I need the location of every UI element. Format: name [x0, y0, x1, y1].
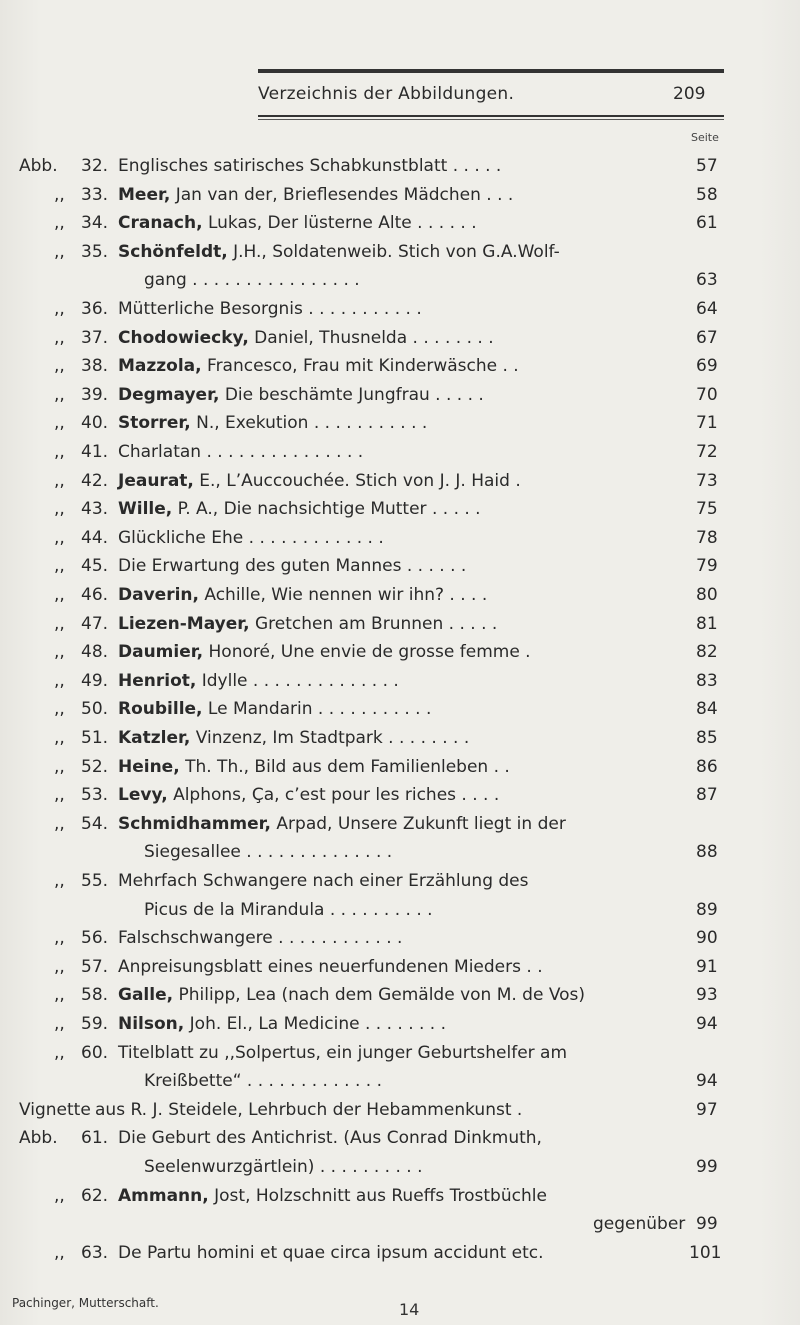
ditto-mark: ,, [54, 785, 65, 805]
entry-text [118, 638, 531, 666]
figure-number: 44. [81, 528, 109, 548]
entry-text [118, 1010, 446, 1038]
page-reference: 58 [696, 185, 718, 205]
figure-number: 55. [81, 871, 109, 891]
entry-text [118, 181, 513, 209]
artist-name: Liezen-Mayer, [118, 614, 250, 634]
entry-title: E., L’Auccouchée. Stich von J. J. Haid . [193, 471, 521, 491]
entry-text [118, 810, 566, 838]
figure-number: 49. [81, 671, 109, 691]
entry-text [118, 352, 519, 380]
list-item [0, 667, 800, 695]
page-number: 209 [673, 84, 706, 104]
ditto-mark: ,, [54, 957, 65, 977]
entry-text [118, 924, 402, 952]
entry-title: Vinzenz, Im Stadtpark . . . . . . . . [190, 728, 470, 748]
artist-name: Henriot, [118, 671, 197, 691]
list-item [0, 638, 800, 666]
page-reference: 67 [696, 328, 718, 348]
list-item [0, 724, 800, 752]
entry-title: Englisches satirisches Schabkunstblatt . . . . . [118, 156, 502, 176]
list-item [0, 209, 800, 237]
page-reference: 94 [696, 1071, 718, 1091]
artist-name: Levy, [118, 785, 168, 805]
page-reference: 85 [696, 728, 718, 748]
list-item [0, 981, 800, 1009]
entry-title: Falschschwangere . . . . . . . . . . . . [118, 928, 403, 948]
list-item [0, 581, 800, 609]
list-item [0, 867, 800, 895]
ditto-mark: ,, [54, 299, 65, 319]
list-item [0, 924, 800, 952]
ditto-mark: ,, [54, 1243, 65, 1263]
entry-title: Mehrfach Schwangere nach einer Erzählung des [118, 871, 529, 891]
page-reference: 61 [696, 213, 718, 233]
page-reference: 81 [696, 614, 718, 634]
entry-title-continued: Picus de la Mirandula . . . . . . . . . . [144, 900, 433, 920]
ditto-mark: ,, [54, 356, 65, 376]
entry-title: Alphons, Ça, c’est pour les riches . . . . [167, 785, 500, 805]
page-reference: 89 [696, 900, 718, 920]
list-item-continuation [0, 1210, 800, 1238]
figure-number: 46. [81, 585, 109, 605]
entry-text [118, 953, 543, 981]
entry-prefix: Abb. [19, 1128, 58, 1148]
entry-title: Philipp, Lea (nach dem Gemälde von M. de Vos) [173, 985, 586, 1005]
list-item [0, 695, 800, 723]
top-rule [258, 69, 724, 73]
artist-name: Daumier, [118, 642, 204, 662]
entry-text [118, 1124, 542, 1152]
ditto-mark: ,, [54, 671, 65, 691]
entry-title: Glückliche Ehe . . . . . . . . . . . . . [118, 528, 384, 548]
figure-number: 42. [81, 471, 109, 491]
running-header-title: Verzeichnis der Abbildungen. [258, 84, 515, 104]
list-item [0, 610, 800, 638]
entry-title-continued: gegenüber [593, 1214, 686, 1234]
artist-name: Katzler, [118, 728, 191, 748]
figure-number: 36. [81, 299, 109, 319]
figure-number: 51. [81, 728, 109, 748]
list-item [0, 953, 800, 981]
entry-text [118, 610, 497, 638]
figure-number: 40. [81, 413, 109, 433]
figure-number: 39. [81, 385, 109, 405]
list-item [0, 181, 800, 209]
figure-number: 62. [81, 1186, 109, 1206]
entry-title: P. A., Die nachsichtige Mutter . . . . . [172, 499, 481, 519]
entry-text [118, 409, 427, 437]
list-item [0, 495, 800, 523]
figure-number: 56. [81, 928, 109, 948]
page-reference: 90 [696, 928, 718, 948]
entry-text [118, 295, 422, 323]
page-reference: 99 [696, 1157, 718, 1177]
figure-number: 35. [81, 242, 109, 262]
entry-prefix: Abb. [19, 156, 58, 176]
figure-number: 50. [81, 699, 109, 719]
artist-name: Meer, [118, 185, 171, 205]
seite-column-label: Seite [691, 131, 719, 144]
entry-title-continued: Seelenwurzgärtlein) . . . . . . . . . . [144, 1157, 423, 1177]
ditto-mark: ,, [54, 1186, 65, 1206]
ditto-mark: ,, [54, 757, 65, 777]
ditto-mark: ,, [54, 699, 65, 719]
artist-name: Schönfeldt, [118, 242, 228, 262]
page-reference: 72 [696, 442, 718, 462]
page-reference: 64 [696, 299, 718, 319]
artist-name: Cranach, [118, 213, 203, 233]
ditto-mark: ,, [54, 728, 65, 748]
list-item [0, 238, 800, 266]
list-item [0, 295, 800, 323]
entry-title: Achille, Wie nennen wir ihn? . . . . [198, 585, 488, 605]
page-reference: 80 [696, 585, 718, 605]
ditto-mark: ,, [54, 413, 65, 433]
ditto-mark: ,, [54, 1043, 65, 1063]
figure-number: 41. [81, 442, 109, 462]
page-reference: 88 [696, 842, 718, 862]
entry-text [118, 581, 487, 609]
list-item [0, 409, 800, 437]
list-item [0, 1239, 800, 1267]
list-item [0, 381, 800, 409]
page-reference: 75 [696, 499, 718, 519]
entry-title: Die beschämte Jungfrau . . . . . [219, 385, 484, 405]
list-item-continuation [0, 1153, 800, 1181]
list-item [0, 467, 800, 495]
list-item [0, 352, 800, 380]
entry-text [118, 438, 363, 466]
artist-name: Schmidhammer, [118, 814, 272, 834]
entry-title-continued: Siegesallee . . . . . . . . . . . . . . [144, 842, 393, 862]
figure-number: 54. [81, 814, 109, 834]
ditto-mark: ,, [54, 614, 65, 634]
figure-number: 58. [81, 985, 109, 1005]
artist-name: Heine, [118, 757, 180, 777]
figure-number: 59. [81, 1014, 109, 1034]
list-item [0, 753, 800, 781]
header-rule-thin [258, 119, 724, 120]
figure-number: 57. [81, 957, 109, 977]
entry-title-continued: Kreißbette“ . . . . . . . . . . . . . [144, 1071, 382, 1091]
artist-name: Roubille, [118, 699, 203, 719]
figure-number: 53. [81, 785, 109, 805]
ditto-mark: ,, [54, 499, 65, 519]
ditto-mark: ,, [54, 213, 65, 233]
ditto-mark: ,, [54, 328, 65, 348]
page-reference: 57 [696, 156, 718, 176]
page-reference: 84 [696, 699, 718, 719]
list-item [0, 552, 800, 580]
list-item [0, 1010, 800, 1038]
artist-name: Galle, [118, 985, 174, 1005]
header-rule [258, 115, 724, 117]
page-reference: 86 [696, 757, 718, 777]
entry-title: Arpad, Unsere Zukunft liegt in der [271, 814, 566, 834]
figure-number: 45. [81, 556, 109, 576]
entry-text [118, 495, 481, 523]
ditto-mark: ,, [54, 814, 65, 834]
entry-title: Idylle . . . . . . . . . . . . . . [196, 671, 399, 691]
page-reference: 63 [696, 270, 718, 290]
figure-number: 47. [81, 614, 109, 634]
page-reference: 99 [696, 1214, 718, 1234]
entry-text [118, 1239, 544, 1267]
entry-title: Le Mandarin . . . . . . . . . . . [202, 699, 432, 719]
entry-text [118, 724, 469, 752]
entry-title: Die Erwartung des guten Mannes . . . . . . [118, 556, 467, 576]
page-reference: 71 [696, 413, 718, 433]
entry-title: Jan van der, Brieflesendes Mädchen . . . [170, 185, 514, 205]
figure-number: 34. [81, 213, 109, 233]
list-item [0, 324, 800, 352]
figure-number: 52. [81, 757, 109, 777]
entry-title: Mütterliche Besorgnis . . . . . . . . . . . [118, 299, 422, 319]
entry-text [118, 667, 399, 695]
entry-title: aus R. J. Steidele, Lehrbuch der Hebammenkunst . [95, 1100, 523, 1120]
entry-text [118, 381, 484, 409]
artist-name: Wille, [118, 499, 173, 519]
figure-number: 32. [81, 156, 109, 176]
artist-name: Nilson, [118, 1014, 185, 1034]
entry-title: Lukas, Der lüsterne Alte . . . . . . [202, 213, 477, 233]
artist-name: Ammann, [118, 1186, 209, 1206]
artist-name: Storrer, [118, 413, 191, 433]
ditto-mark: ,, [54, 556, 65, 576]
ditto-mark: ,, [54, 985, 65, 1005]
figure-number: 63. [81, 1243, 109, 1263]
page-reference: 97 [696, 1100, 718, 1120]
entry-text [118, 467, 521, 495]
entry-text [95, 1096, 522, 1124]
figure-number: 33. [81, 185, 109, 205]
entry-title: Francesco, Frau mit Kinderwäsche . . [201, 356, 519, 376]
entry-title: Charlatan . . . . . . . . . . . . . . . [118, 442, 364, 462]
list-item-continuation [0, 1067, 800, 1095]
artist-name: Degmayer, [118, 385, 220, 405]
ditto-mark: ,, [54, 471, 65, 491]
entry-title: Honoré, Une envie de grosse femme . [203, 642, 531, 662]
ditto-mark: ,, [54, 385, 65, 405]
list-item [0, 1039, 800, 1067]
ditto-mark: ,, [54, 528, 65, 548]
ditto-mark: ,, [54, 642, 65, 662]
list-item [0, 438, 800, 466]
entry-title: Joh. El., La Medicine . . . . . . . . [184, 1014, 447, 1034]
ditto-mark: ,, [54, 928, 65, 948]
page-reference: 69 [696, 356, 718, 376]
page-reference: 83 [696, 671, 718, 691]
artist-name: Mazzola, [118, 356, 202, 376]
page-reference: 79 [696, 556, 718, 576]
entry-title: N., Exekution . . . . . . . . . . . [190, 413, 428, 433]
entry-title: Daniel, Thusnelda . . . . . . . . [248, 328, 494, 348]
ditto-mark: ,, [54, 185, 65, 205]
list-item [0, 524, 800, 552]
footer-publisher: Pachinger, Mutterschaft. [12, 1296, 159, 1310]
entry-text [118, 238, 560, 266]
entry-title: Titelblatt zu ,,Solpertus, ein junger Geburtshelfer am [118, 1043, 568, 1063]
entry-text [118, 753, 510, 781]
page-reference: 94 [696, 1014, 718, 1034]
figure-number: 48. [81, 642, 109, 662]
page-reference: 87 [696, 785, 718, 805]
page-reference: 91 [696, 957, 718, 977]
ditto-mark: ,, [54, 871, 65, 891]
entry-title: Th. Th., Bild aus dem Familienleben . . [179, 757, 510, 777]
entry-title: Gretchen am Brunnen . . . . . [249, 614, 498, 634]
list-item-continuation [0, 266, 800, 294]
entry-text [118, 1182, 547, 1210]
list-item [0, 1096, 800, 1124]
entry-title: J.H., Soldatenweib. Stich von G.A.Wolf- [227, 242, 560, 262]
list-item [0, 810, 800, 838]
entry-text [118, 209, 477, 237]
figure-number: 43. [81, 499, 109, 519]
ditto-mark: ,, [54, 1014, 65, 1034]
page-reference: 101 [689, 1243, 722, 1263]
entry-text [118, 981, 585, 1009]
entry-title: De Partu homini et quae circa ipsum accidunt etc. [118, 1243, 544, 1263]
list-item [0, 1182, 800, 1210]
entry-text [118, 781, 499, 809]
ditto-mark: ,, [54, 442, 65, 462]
figure-number: 60. [81, 1043, 109, 1063]
page-reference: 70 [696, 385, 718, 405]
entry-title: Die Geburt des Antichrist. (Aus Conrad Dinkmuth, [118, 1128, 542, 1148]
list-item-continuation [0, 838, 800, 866]
artist-name: Daverin, [118, 585, 199, 605]
list-item [0, 1124, 800, 1152]
signature-mark: 14 [399, 1300, 420, 1319]
page-reference: 93 [696, 985, 718, 1005]
entry-text [118, 524, 384, 552]
ditto-mark: ,, [54, 585, 65, 605]
page-reference: 78 [696, 528, 718, 548]
entry-title: Jost, Holzschnitt aus Rueffs Trostbüchle [208, 1186, 547, 1206]
list-item [0, 781, 800, 809]
page-reference: 82 [696, 642, 718, 662]
list-item [0, 152, 800, 180]
artist-name: Jeaurat, [118, 471, 194, 491]
entry-text [118, 1039, 567, 1067]
ditto-mark: ,, [54, 242, 65, 262]
entry-text [118, 324, 494, 352]
figure-number: 38. [81, 356, 109, 376]
list-item-continuation [0, 896, 800, 924]
entry-text [118, 152, 501, 180]
figure-number: 37. [81, 328, 109, 348]
figure-number: 61. [81, 1128, 109, 1148]
entry-text [118, 552, 466, 580]
artist-name: Chodowiecky, [118, 328, 249, 348]
page-reference: 73 [696, 471, 718, 491]
entry-prefix: Vignette [19, 1100, 91, 1120]
entry-text [118, 867, 529, 895]
entry-title-continued: gang . . . . . . . . . . . . . . . . [144, 270, 360, 290]
entry-text [118, 695, 431, 723]
entry-title: Anpreisungsblatt eines neuerfundenen Mieders . . [118, 957, 543, 977]
